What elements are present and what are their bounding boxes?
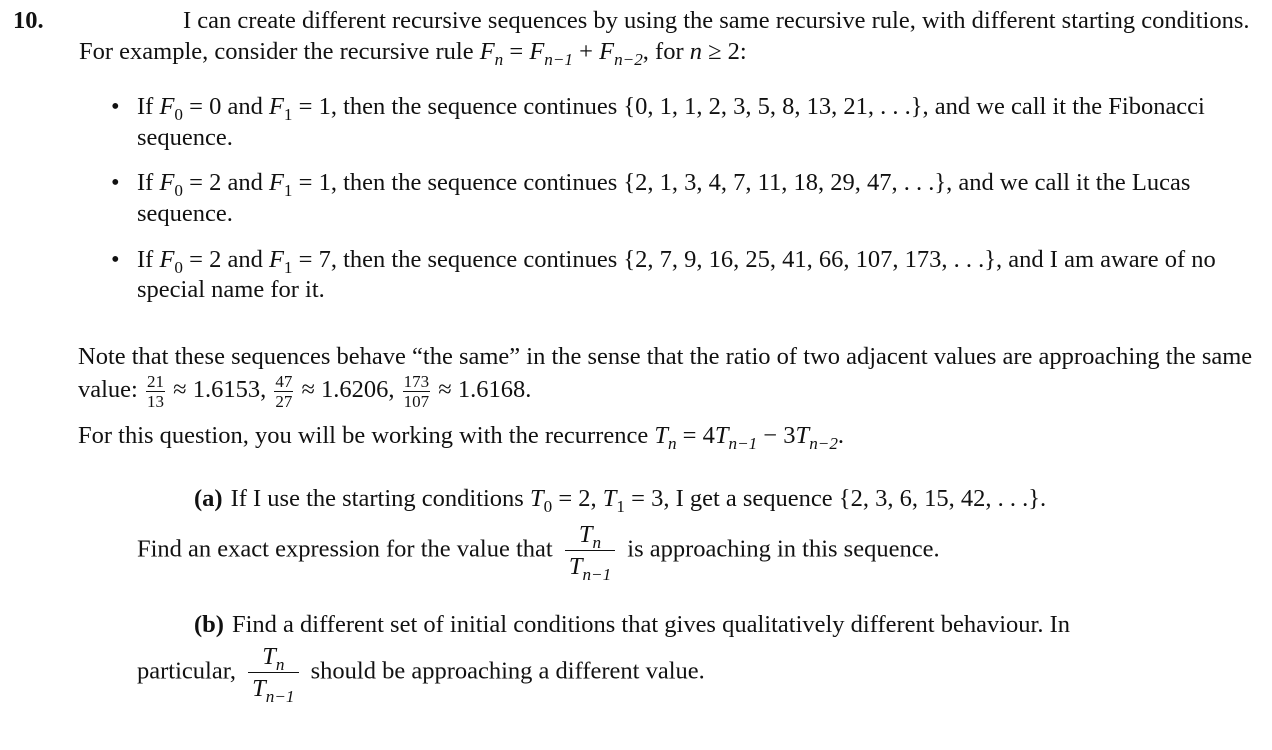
ratio-fraction: $\frac{173}{107}$ <box>403 371 430 411</box>
ratio-fraction: $\frac{47}{27}$ <box>275 371 293 411</box>
sequence-description: , and we call it the Fibonacci sequence. <box>137 93 1205 151</box>
sequence-list <box>78 92 1248 321</box>
part-b <box>137 610 1237 707</box>
part-a <box>137 484 1237 585</box>
bullet-icon: • <box>111 93 120 120</box>
list-item: • If $F_0 = 0$ and $F_1 = 1$, then the sequence continues {0, 1, 1, 2, 3, 5, 8, 13, 21, . . .}, and we call it the Fibonacci sequence. <box>111 93 1205 151</box>
list-item: • If $F_0 = 2$ and $F_1 = 1$, then the sequence continues {2, 1, 3, 4, 7, 11, 18, 29, 47, . . .}, and we call it the Lucas sequence. <box>111 169 1191 227</box>
intro-paragraph: I can create different recursive sequences by using the same recursive rule, with different starting conditions. For example, consider the recursive rule $F_n = F_{n-1} + F_{n-2}$, for n ≥ 2: <box>79 7 1250 69</box>
bullet-icon: • <box>111 169 120 197</box>
ratio-fraction: $\frac{21}{13}$ <box>147 371 164 411</box>
sequence-values: {0, 1, 1, 2, 3, 5, 8, 13, 21, . . .} <box>623 93 923 120</box>
f1-value: 1 <box>318 169 331 197</box>
note-text: Note that these sequences behave “the same” in the sense that the ratio of two adjacent values are approaching the same value: <box>78 343 1253 403</box>
f0-value: 2 <box>209 245 222 273</box>
f1-value: 1 <box>318 93 331 120</box>
part-a-sequence: , I get a sequence {2, 3, 6, 15, 42, . . .}. <box>663 485 1047 512</box>
bullet-icon: • <box>111 245 120 273</box>
intro-text: I can create different recursive sequences by using the same recursive rule, with different starting conditions. For example, consider the recursive rule <box>79 7 1250 65</box>
recurrence-statement: For this question, you will be working with the recurrence $T_n = 4T_{n-1} - 3T_{n-2}$. <box>78 422 845 453</box>
sequence-description: , and we call it the Lucas sequence. <box>137 169 1191 227</box>
list-item: • If $F_0 = 2$ and $F_1 = 7$, then the sequence continues {2, 7, 9, 16, 25, 41, 66, 107, 173, . . .}, and I am aware of no special name for it. <box>111 245 1216 304</box>
f0-value: 0 <box>209 93 222 120</box>
sequence-values: {2, 7, 9, 16, 25, 41, 66, 107, 173, . . .} <box>623 245 997 273</box>
question-number: 10. <box>13 7 44 34</box>
f1-value: 7 <box>318 245 331 273</box>
sequence-description: , and I am aware of no special name for it. <box>137 245 1216 304</box>
part-b-line2: particular, $\frac{T_n}{T_{n-1}}$ should be approaching a different value. <box>137 642 705 707</box>
note-paragraph: Note that these sequences behave “the same” in the sense that the ratio of two adjacent values are approaching the same value: $\frac{21}{13}$ ≈ 1.6153, $\frac{47}{27}$ ≈ 1.6206, $\frac{173}{107}$ ≈ 1.6168. <box>78 343 1253 411</box>
ratio-fraction: $\frac{T_n}{T_{n-1}}$ <box>565 521 615 581</box>
sequence-values: {2, 1, 3, 4, 7, 11, 18, 29, 47, . . .} <box>623 169 947 197</box>
part-a-line2: Find an exact expression for the value that $\frac{T_n}{T_{n-1}}$ is approaching in this sequence. <box>137 520 940 585</box>
part-a-label: (a) <box>194 485 223 512</box>
ratio-fraction: $\frac{T_n}{T_{n-1}}$ <box>248 643 298 703</box>
part-b-label: (b) <box>194 611 224 638</box>
f0-value: 2 <box>209 169 222 197</box>
part-a-line1: (a) If I use the starting conditions $T_0 = 2$, $T_1 = 3$, I get a sequence {2, 3, 6, 15, 42, . . .}. <box>194 485 1047 516</box>
part-b-line1: (b) Find a different set of initial conditions that gives qualitatively different behaviour. In <box>194 611 1070 638</box>
